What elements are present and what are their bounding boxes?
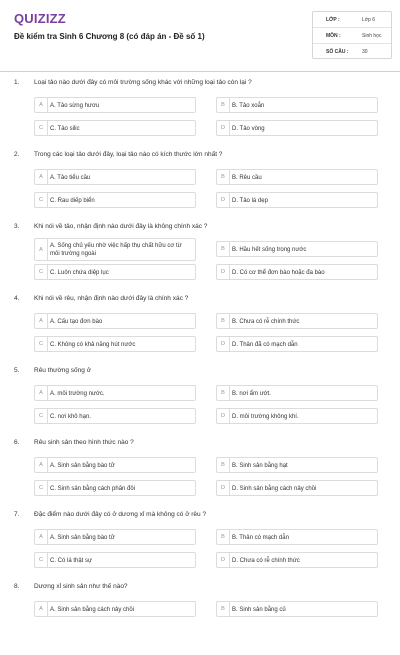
- option-c[interactable]: [34, 408, 196, 424]
- option-letter: C: [35, 337, 48, 351]
- meta-row-subject: [313, 28, 391, 44]
- option-letter: A: [35, 530, 48, 544]
- meta-value: Sinh học: [362, 33, 382, 39]
- option-letter: D: [217, 481, 230, 495]
- option-text: D. Chưa có rễ chính thức: [232, 558, 300, 564]
- option-text: C. Rau diếp biển: [50, 198, 95, 204]
- option-text: A. Tảo tiểu cầu: [50, 175, 91, 181]
- option-b[interactable]: [216, 457, 378, 473]
- meta-row-grade: [313, 12, 391, 28]
- option-a[interactable]: [34, 385, 196, 401]
- option-b[interactable]: [216, 601, 378, 617]
- question-number: 1.: [14, 79, 20, 86]
- option-b[interactable]: [216, 529, 378, 545]
- worksheet-header: [0, 0, 400, 72]
- question-number: 6.: [14, 439, 20, 446]
- option-letter: B: [217, 602, 230, 616]
- question-number: 7.: [14, 511, 20, 518]
- option-letter: C: [35, 481, 48, 495]
- question-text: Đặc điểm nào dưới đây có ở dương xỉ mà không có ở rêu ?: [34, 511, 207, 518]
- question-item: [0, 295, 400, 367]
- question-text: Dương xỉ sinh sản như thế nào?: [34, 583, 128, 590]
- question-number: 3.: [14, 223, 20, 230]
- option-text: D. môi trường không khí.: [232, 414, 299, 420]
- option-d[interactable]: [216, 192, 378, 208]
- question-item: [0, 367, 400, 439]
- option-text: C. Sinh sản bằng cách phân đôi: [50, 486, 136, 492]
- option-b[interactable]: [216, 241, 378, 257]
- question-text: Khi nói về rêu, nhận định nào dưới đây là chính xác ?: [34, 295, 189, 302]
- header-divider: [0, 71, 400, 72]
- option-letter: D: [217, 337, 230, 351]
- question-list: [0, 79, 400, 655]
- question-item: [0, 511, 400, 583]
- option-d[interactable]: [216, 264, 378, 280]
- option-a[interactable]: [34, 457, 196, 473]
- question-item: [0, 583, 400, 655]
- question-text: Loại tảo nào dưới đây có môi trường sống khác với những loại tảo còn lại ?: [34, 79, 252, 86]
- option-letter: D: [217, 553, 230, 567]
- option-letter: A: [35, 314, 48, 328]
- option-text: B. Sinh sản bằng hạt: [232, 463, 288, 469]
- option-text: A. Sinh sản bằng bào tử: [50, 463, 115, 469]
- option-d[interactable]: [216, 408, 378, 424]
- question-text: Trong các loại tảo dưới đây, loại tảo nào có kích thước lớn nhất ?: [34, 151, 223, 158]
- option-c[interactable]: [34, 120, 196, 136]
- question-number: 8.: [14, 583, 20, 590]
- option-letter: D: [217, 265, 230, 279]
- option-letter: D: [217, 409, 230, 423]
- meta-value: Lớp 6: [362, 17, 376, 23]
- option-d[interactable]: [216, 120, 378, 136]
- option-c[interactable]: [34, 480, 196, 496]
- option-letter: B: [217, 314, 230, 328]
- option-b[interactable]: [216, 313, 378, 329]
- option-text: D. Tảo lá dẹp: [232, 198, 268, 204]
- option-letter: A: [35, 386, 48, 400]
- option-letter: C: [35, 121, 48, 135]
- option-d[interactable]: [216, 552, 378, 568]
- option-letter: B: [217, 170, 230, 184]
- question-text: Rêu sinh sản theo hình thức nào ?: [34, 439, 134, 446]
- option-a[interactable]: [34, 529, 196, 545]
- option-text: B. Chưa có rễ chính thức: [232, 319, 300, 325]
- option-c[interactable]: [34, 552, 196, 568]
- option-text: A. Tảo sừng hươu: [50, 103, 100, 109]
- option-c[interactable]: [34, 336, 196, 352]
- option-text: B. nơi ẩm ướt.: [232, 391, 271, 397]
- option-text: C. nơi khô hạn.: [50, 414, 91, 420]
- option-letter: A: [35, 458, 48, 472]
- question-item: [0, 151, 400, 223]
- option-letter: A: [35, 98, 48, 112]
- question-text: Khi nói về tảo, nhận định nào dưới đây là không chính xác ?: [34, 223, 208, 230]
- document-title: Đề kiểm tra Sinh 6 Chương 8 (có đáp án - Đề số 1): [14, 32, 205, 41]
- question-number: 5.: [14, 367, 20, 374]
- option-d[interactable]: [216, 480, 378, 496]
- option-a[interactable]: [34, 97, 196, 113]
- option-letter: B: [217, 386, 230, 400]
- option-letter: B: [217, 242, 230, 256]
- option-b[interactable]: [216, 385, 378, 401]
- option-text: D. Sinh sản bằng cách nảy chồi: [232, 486, 317, 492]
- meta-value: 30: [362, 49, 368, 55]
- option-text: C. Tảo silic: [50, 126, 80, 132]
- option-text: B. Rêu cầu: [232, 175, 262, 181]
- option-d[interactable]: [216, 336, 378, 352]
- option-a[interactable]: [34, 601, 196, 617]
- question-item: [0, 439, 400, 511]
- option-letter: B: [217, 458, 230, 472]
- option-text: C. Luôn chứa diệp lục: [50, 270, 109, 276]
- meta-label: LỚP :: [326, 17, 340, 23]
- option-text: B. Sinh sản bằng củ: [232, 607, 286, 613]
- option-letter: C: [35, 553, 48, 567]
- question-text: Rêu thường sống ở: [34, 367, 91, 374]
- option-b[interactable]: [216, 169, 378, 185]
- option-text: B. Tảo xoắn: [232, 103, 265, 109]
- option-text: D. Có cơ thể đơn bào hoặc đa bào: [232, 270, 325, 276]
- option-a[interactable]: [34, 238, 196, 261]
- option-text: B. Hầu hết sống trong nước: [232, 247, 307, 253]
- option-letter: C: [35, 265, 48, 279]
- option-a[interactable]: [34, 313, 196, 329]
- option-letter: D: [217, 193, 230, 207]
- option-c[interactable]: [34, 192, 196, 208]
- quizizz-logo[interactable]: QUIZIZZ: [14, 11, 66, 26]
- option-text: A. Sinh sản bằng bào tử: [50, 535, 115, 541]
- option-letter: B: [217, 530, 230, 544]
- option-c[interactable]: [34, 264, 196, 280]
- option-text: C. Không có khả năng hút nước: [50, 342, 136, 348]
- option-letter: A: [35, 239, 48, 260]
- worksheet-meta-box: [312, 11, 392, 59]
- option-letter: D: [217, 121, 230, 135]
- option-text: B. Thân có mạch dẫn: [232, 535, 289, 541]
- question-item: [0, 223, 400, 295]
- option-a[interactable]: [34, 169, 196, 185]
- meta-label: SỐ CÂU :: [326, 49, 349, 55]
- option-letter: A: [35, 602, 48, 616]
- option-letter: B: [217, 98, 230, 112]
- option-text: A. môi trường nước.: [50, 391, 105, 397]
- option-text: A. Sinh sản bằng cách nảy chồi: [50, 607, 135, 613]
- option-text: C. Có lá thật sự: [50, 558, 93, 564]
- option-letter: C: [35, 193, 48, 207]
- question-number: 2.: [14, 151, 20, 158]
- option-text: D. Thân đã có mạch dẫn: [232, 342, 298, 348]
- option-text: A. Cấu tạo đơn bào: [50, 319, 103, 325]
- option-letter: C: [35, 409, 48, 423]
- option-letter: A: [35, 170, 48, 184]
- option-b[interactable]: [216, 97, 378, 113]
- option-text: D. Tảo vòng: [232, 126, 265, 132]
- meta-label: MÔN :: [326, 33, 341, 39]
- question-item: [0, 79, 400, 151]
- meta-row-question-count: [313, 44, 391, 59]
- question-number: 4.: [14, 295, 20, 302]
- option-text: A. Sống chủ yếu nhờ việc hấp thụ chất hữu cơ từ môi trường ngoài: [50, 243, 182, 258]
